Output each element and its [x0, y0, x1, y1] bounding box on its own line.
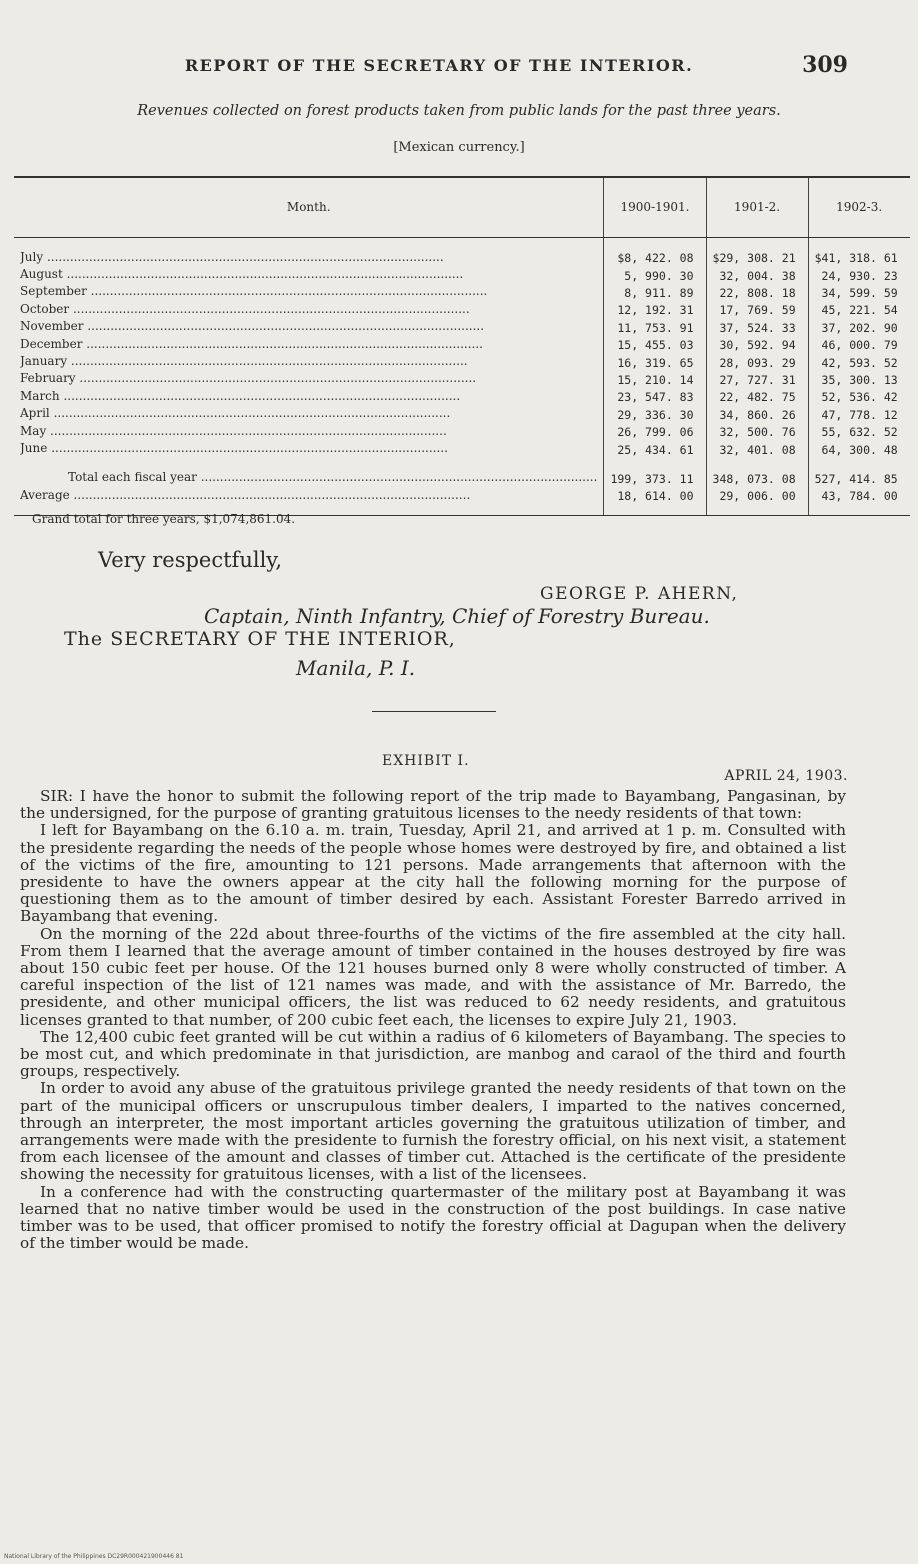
- exhibit-heading: EXHIBIT I.: [382, 753, 470, 769]
- row-month: April .....: [20, 406, 597, 420]
- row-month: May .....: [20, 424, 597, 438]
- row-month: June .....: [20, 441, 597, 455]
- table-row: [14, 302, 910, 319]
- table-row: [14, 441, 910, 458]
- cell: 15, 455. 03: [604, 337, 706, 354]
- row-month: October .....: [20, 302, 597, 316]
- cell: 29, 006. 00: [706, 488, 808, 505]
- cell: 17, 769. 59: [706, 302, 808, 319]
- signer-title: Captain, Ninth Infantry, Chief of Forestry Bureau.: [204, 604, 710, 628]
- table-subcaption: [Mexican currency.]: [393, 140, 525, 155]
- cell: 24, 930. 23: [808, 267, 910, 284]
- cell: 35, 300. 13: [808, 371, 910, 388]
- cell: $29, 308. 21: [706, 250, 808, 267]
- cell: 27, 727. 31: [706, 371, 808, 388]
- running-header: REPORT OF THE SECRETARY OF THE INTERIOR.: [184, 56, 694, 75]
- row-month: March .....: [20, 389, 597, 403]
- table-caption: Revenues collected on forest products taken from public lands for the past three years.: [137, 103, 781, 119]
- paragraph: In a conference had with the constructing quartermaster of the military post at Bayambang it was learned that no native timber would be used in the construction of the post buildings. In case native timber was to be used, that officer promised to notify the forestry official at Dagupan when the delivery of the timber would be made.: [20, 1182, 846, 1253]
- paragraph: The 12,400 cubic feet granted will be cut within a radius of 6 kilometers of Bayambang. The species to be most cut, and which predominate in that jurisdiction, are manbog and caraol of the third and fourth groups, respectively.: [20, 1027, 846, 1081]
- cell: 22, 808. 18: [706, 284, 808, 301]
- cell: $41, 318. 61: [808, 250, 910, 267]
- cell: 45, 221. 54: [808, 302, 910, 319]
- row-month: December .....: [20, 337, 597, 351]
- grand-total: Grand total for three years, $1,074,861.04.: [32, 512, 296, 526]
- cell: 8, 911. 89: [604, 284, 706, 301]
- average-label: Average .....: [20, 488, 597, 502]
- row-month: January .....: [20, 354, 597, 368]
- header-1900-1901: 1900-1901.: [604, 177, 706, 237]
- row-month: July .....: [20, 250, 597, 264]
- cell: 28, 093. 29: [706, 354, 808, 371]
- cell: 47, 778. 12: [808, 406, 910, 423]
- table-row: [14, 337, 910, 354]
- cell: 11, 753. 91: [604, 319, 706, 336]
- closing: Very respectfully,: [98, 548, 283, 572]
- cell: 32, 004. 38: [706, 267, 808, 284]
- cell: 348, 073. 08: [706, 470, 808, 487]
- cell: 527, 414. 85: [808, 470, 910, 487]
- letter-date: APRIL 24, 1903.: [724, 768, 848, 784]
- cell: 34, 599. 59: [808, 284, 910, 301]
- revenue-table: [14, 176, 910, 516]
- total-row: [14, 470, 910, 487]
- cell: 23, 547. 83: [604, 389, 706, 406]
- average-row: [14, 488, 910, 505]
- table-row: [14, 424, 910, 441]
- cell: $8, 422. 08: [604, 250, 706, 267]
- cell: 52, 536. 42: [808, 389, 910, 406]
- letter-body: [20, 788, 846, 1252]
- cell: 15, 210. 14: [604, 371, 706, 388]
- page-number: 309: [802, 52, 848, 78]
- cell: 30, 592. 94: [706, 337, 808, 354]
- row-month: November .....: [20, 319, 597, 333]
- total-label: Total each fiscal year .....: [68, 470, 597, 484]
- cell: 43, 784. 00: [808, 488, 910, 505]
- paragraph: On the morning of the 22d about three-fourths of the victims of the fire assembled at the city hall. From them I learned that the average amount of timber contained in the houses destroyed by fire was about 150 cubic feet per house. Of the 121 houses burned only 8 were wholly constructed of timber. A careful inspection of the list of 121 names was made, and with the assistance of Mr. Barredo, the presidente, and other municipal officers, the list was reduced to 62 needy residents, and gratuitous licenses granted to that number, of 200 cubic feet each, the licenses to expire July 21, 1903.: [20, 924, 846, 1029]
- header-1901-2: 1901-2.: [706, 177, 808, 237]
- table-row: [14, 250, 910, 267]
- paragraph: I left for Bayambang on the 6.10 a. m. train, Tuesday, April 21, and arrived at 1 p. m. Consulted with the presidente regarding the needs of the people whose homes were destroyed by fire, and obtained a list of the victims of the fire, amounting to 121 persons. Made arrangements that afternoon with the presidente to have the owners appear at the city hall the following morning for the purpose of questioning them as to the amount of timber desired by each. Assistant Forester Barredo arrived in Bayambang that evening.: [20, 821, 846, 926]
- table-row: [14, 319, 910, 336]
- header-month: Month.: [14, 177, 604, 237]
- divider: [372, 711, 496, 712]
- row-month: August .....: [20, 267, 597, 281]
- header-1902-3: 1902-3.: [808, 177, 910, 237]
- cell: 34, 860. 26: [706, 406, 808, 423]
- cell: 55, 632. 52: [808, 424, 910, 441]
- table-row: [14, 267, 910, 284]
- recipient: The SECRETARY OF THE INTERIOR,: [64, 628, 456, 650]
- cell: 37, 202. 90: [808, 319, 910, 336]
- cell: 26, 799. 06: [604, 424, 706, 441]
- scan-footer: National Library of the Philippines DC29R000421900446 81: [4, 1553, 184, 1560]
- row-month: September .....: [20, 284, 597, 298]
- table-row: [14, 284, 910, 301]
- cell: 42, 593. 52: [808, 354, 910, 371]
- signer-name: GEORGE P. AHERN,: [540, 584, 739, 604]
- cell: 22, 482. 75: [706, 389, 808, 406]
- table-header-row: [14, 177, 910, 237]
- cell: 64, 300. 48: [808, 441, 910, 458]
- cell: 32, 500. 76: [706, 424, 808, 441]
- table-row: [14, 389, 910, 406]
- cell: 32, 401. 08: [706, 441, 808, 458]
- cell: 16, 319. 65: [604, 354, 706, 371]
- cell: 12, 192. 31: [604, 302, 706, 319]
- cell: 46, 000. 79: [808, 337, 910, 354]
- cell: 37, 524. 33: [706, 319, 808, 336]
- table-row: [14, 354, 910, 371]
- row-month: February .....: [20, 371, 597, 385]
- paragraph: SIR: I have the honor to submit the following report of the trip made to Bayambang, Pangasinan, by the undersigned, for the purpose of granting gratuitous licenses to the needy residents of that town:: [20, 787, 846, 823]
- table-row: [14, 371, 910, 388]
- recipient-place: Manila, P. I.: [296, 656, 416, 680]
- cell: 18, 614. 00: [604, 488, 706, 505]
- cell: 29, 336. 30: [604, 406, 706, 423]
- cell: 199, 373. 11: [604, 470, 706, 487]
- cell: 25, 434. 61: [604, 441, 706, 458]
- paragraph: In order to avoid any abuse of the gratuitous privilege granted the needy residents of that town on the part of the municipal officers or unscrupulous timber dealers, I imparted to the natives concerned, through an interpreter, the most important articles governing the gratuitous utilization of timber, and arrangements were made with the presidente to furnish the forestry official, on his next visit, a statement from each licensee of the amount and classes of timber cut. Attached is the certificate of the presidente showing the necessity for gratuitous licenses, with a list of the licensees.: [20, 1079, 846, 1184]
- cell: 5, 990. 30: [604, 267, 706, 284]
- table-row: [14, 406, 910, 423]
